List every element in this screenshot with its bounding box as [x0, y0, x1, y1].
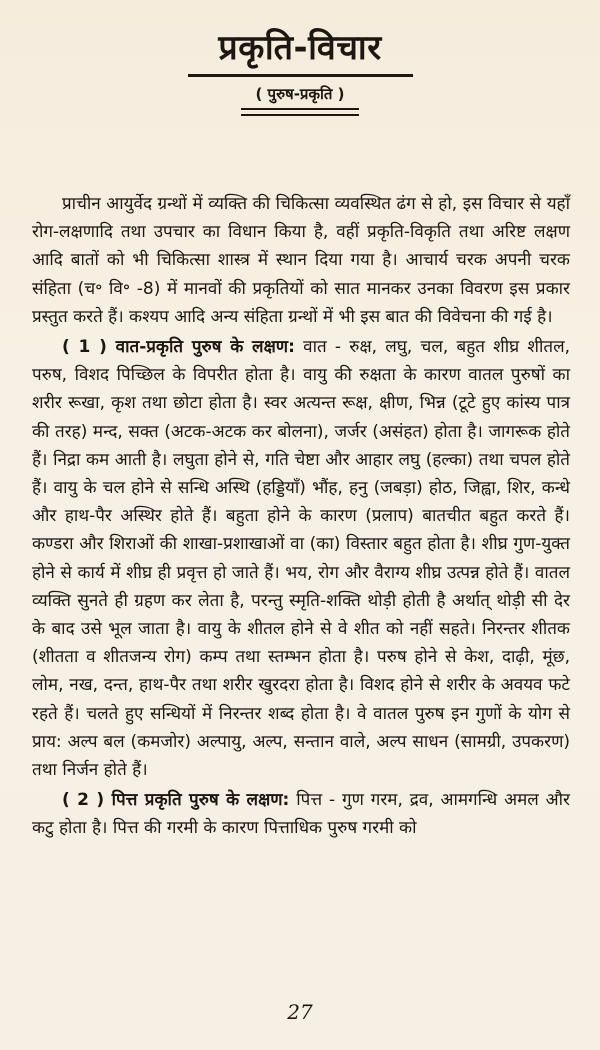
chapter-subtitle: ( पुरुष-प्रकृति ) [255, 85, 345, 103]
paragraph-intro [32, 190, 570, 331]
body-text [32, 190, 570, 843]
title-underline [188, 74, 413, 77]
subtitle-underline-2 [241, 114, 359, 116]
page-number: 27 [287, 1000, 313, 1024]
paragraph-pitta [32, 786, 570, 842]
chapter-title: प्रकृति-विचार [218, 28, 382, 68]
subtitle-underline-1 [241, 108, 359, 110]
paragraph-text: पित्त - गुण गरम, द्रव, आमगन्धि अमल और कटु होता है। पित्त की गरमी के कारण पित्ताधिक पुरुष गरमी को [32, 790, 571, 839]
chapter-header [0, 26, 600, 116]
section-heading-vata: ( 1 ) वात-प्रकृति पुरुष के लक्षण: [62, 337, 295, 358]
paragraph-text: प्राचीन आयुर्वेद ग्रन्थों में व्यक्ति की चिकित्सा व्यवस्थित ढंग से हो, इस विचार से यहाँ रोग-लक्षणादि तथा उपचार का विधान किया है, वहीं प्रकृति-विकृति तथा अरिष्ट लक्षण आदि बातों को भी चिकित्सा शास्त्र में स्थान दिया गया है। आचार्य चरक अपनी चरक संहिता (च॰ वि॰ -8) में मानवों की प्रकृतियों को सात मानकर उनका विवरण इस प्रकार प्रस्तुत करते हैं। कश्यप आदि अन्य संहिता ग्रन्थों में भी इस बात की विवेचना की गई है। [32, 194, 570, 327]
paragraph-text: वात - रुक्ष, लघु, चल, बहुत शीघ्र शीतल, परुष, विशद पिच्छिल के विपरीत होता है। वायु की रुक्षता के कारण वातल पुरुषों का शरीर रूखा, कृश तथा छोटा होता है। स्वर अत्यन्त रूक्ष, क्षीण, भिन्न (टूटे हुए कांस्य पात्र की तरह) मन्द, सक्त (अटक-अटक कर बोलना), जर्जर (असंहत) होता है। जागरूक होते हैं। निद्रा कम आती है। लघुता होने से, गति चेष्टा और आहार लघु (हल्का) तथा चपल होते हैं। वायु के चल होने से सन्धि अस्थि (हड्डियाँ) भौंह, हनु (जबड़ा) होठ, जिह्वा, शिर, कन्धे और हाथ-पैर अस्थिर होते हैं। बहुता होने के कारण (प्रलाप) बातचीत बहुत करते हैं। कण्डरा और शिराओं की शाखा-प्रशाखाओं वा (का) विस्तार बहुत होता है। शीघ्र गुण-युक्त होने से कार्य में शीघ्र ही प्रवृत्त हो जाते हैं। भय, रोग और वैराग्य शीघ्र उत्पन्न होते हैं। वातल व्यक्ति सुनते ही ग्रहण कर लेता है, परन्तु स्मृति-शक्ति थोड़ी होती है अर्थात् थोड़ी सी देर के बाद उसे भूल जाता है। वायु के शीतल होने से वे शीत को नहीं सहते। निरन्तर शीतक (शीतता व शीतजन्य रोग) कम्प तथा स्तम्भन होता है। परुष होने से केश, दाढ़ी, मूंछ, लोम, नख, दन्त, हाथ-पैर तथा शरीर खुरदरा होता है। विशद होने से शरीर के अवयव फटे रहते हैं। चलते हुए सन्धियों में निरन्तर शब्द होता है। वे वातल पुरुष इन गुणों के योग से प्राय: अल्प बल (कमजोर) अल्पायु, अल्प, सन्तान वाले, अल्प साधन (सामग्री, उपकरण) तथा निर्जन होते हैं। [32, 337, 571, 781]
paragraph-vata [32, 333, 570, 784]
section-heading-pitta: ( 2 ) पित्त प्रकृति पुरुष के लक्षण: [62, 790, 290, 811]
